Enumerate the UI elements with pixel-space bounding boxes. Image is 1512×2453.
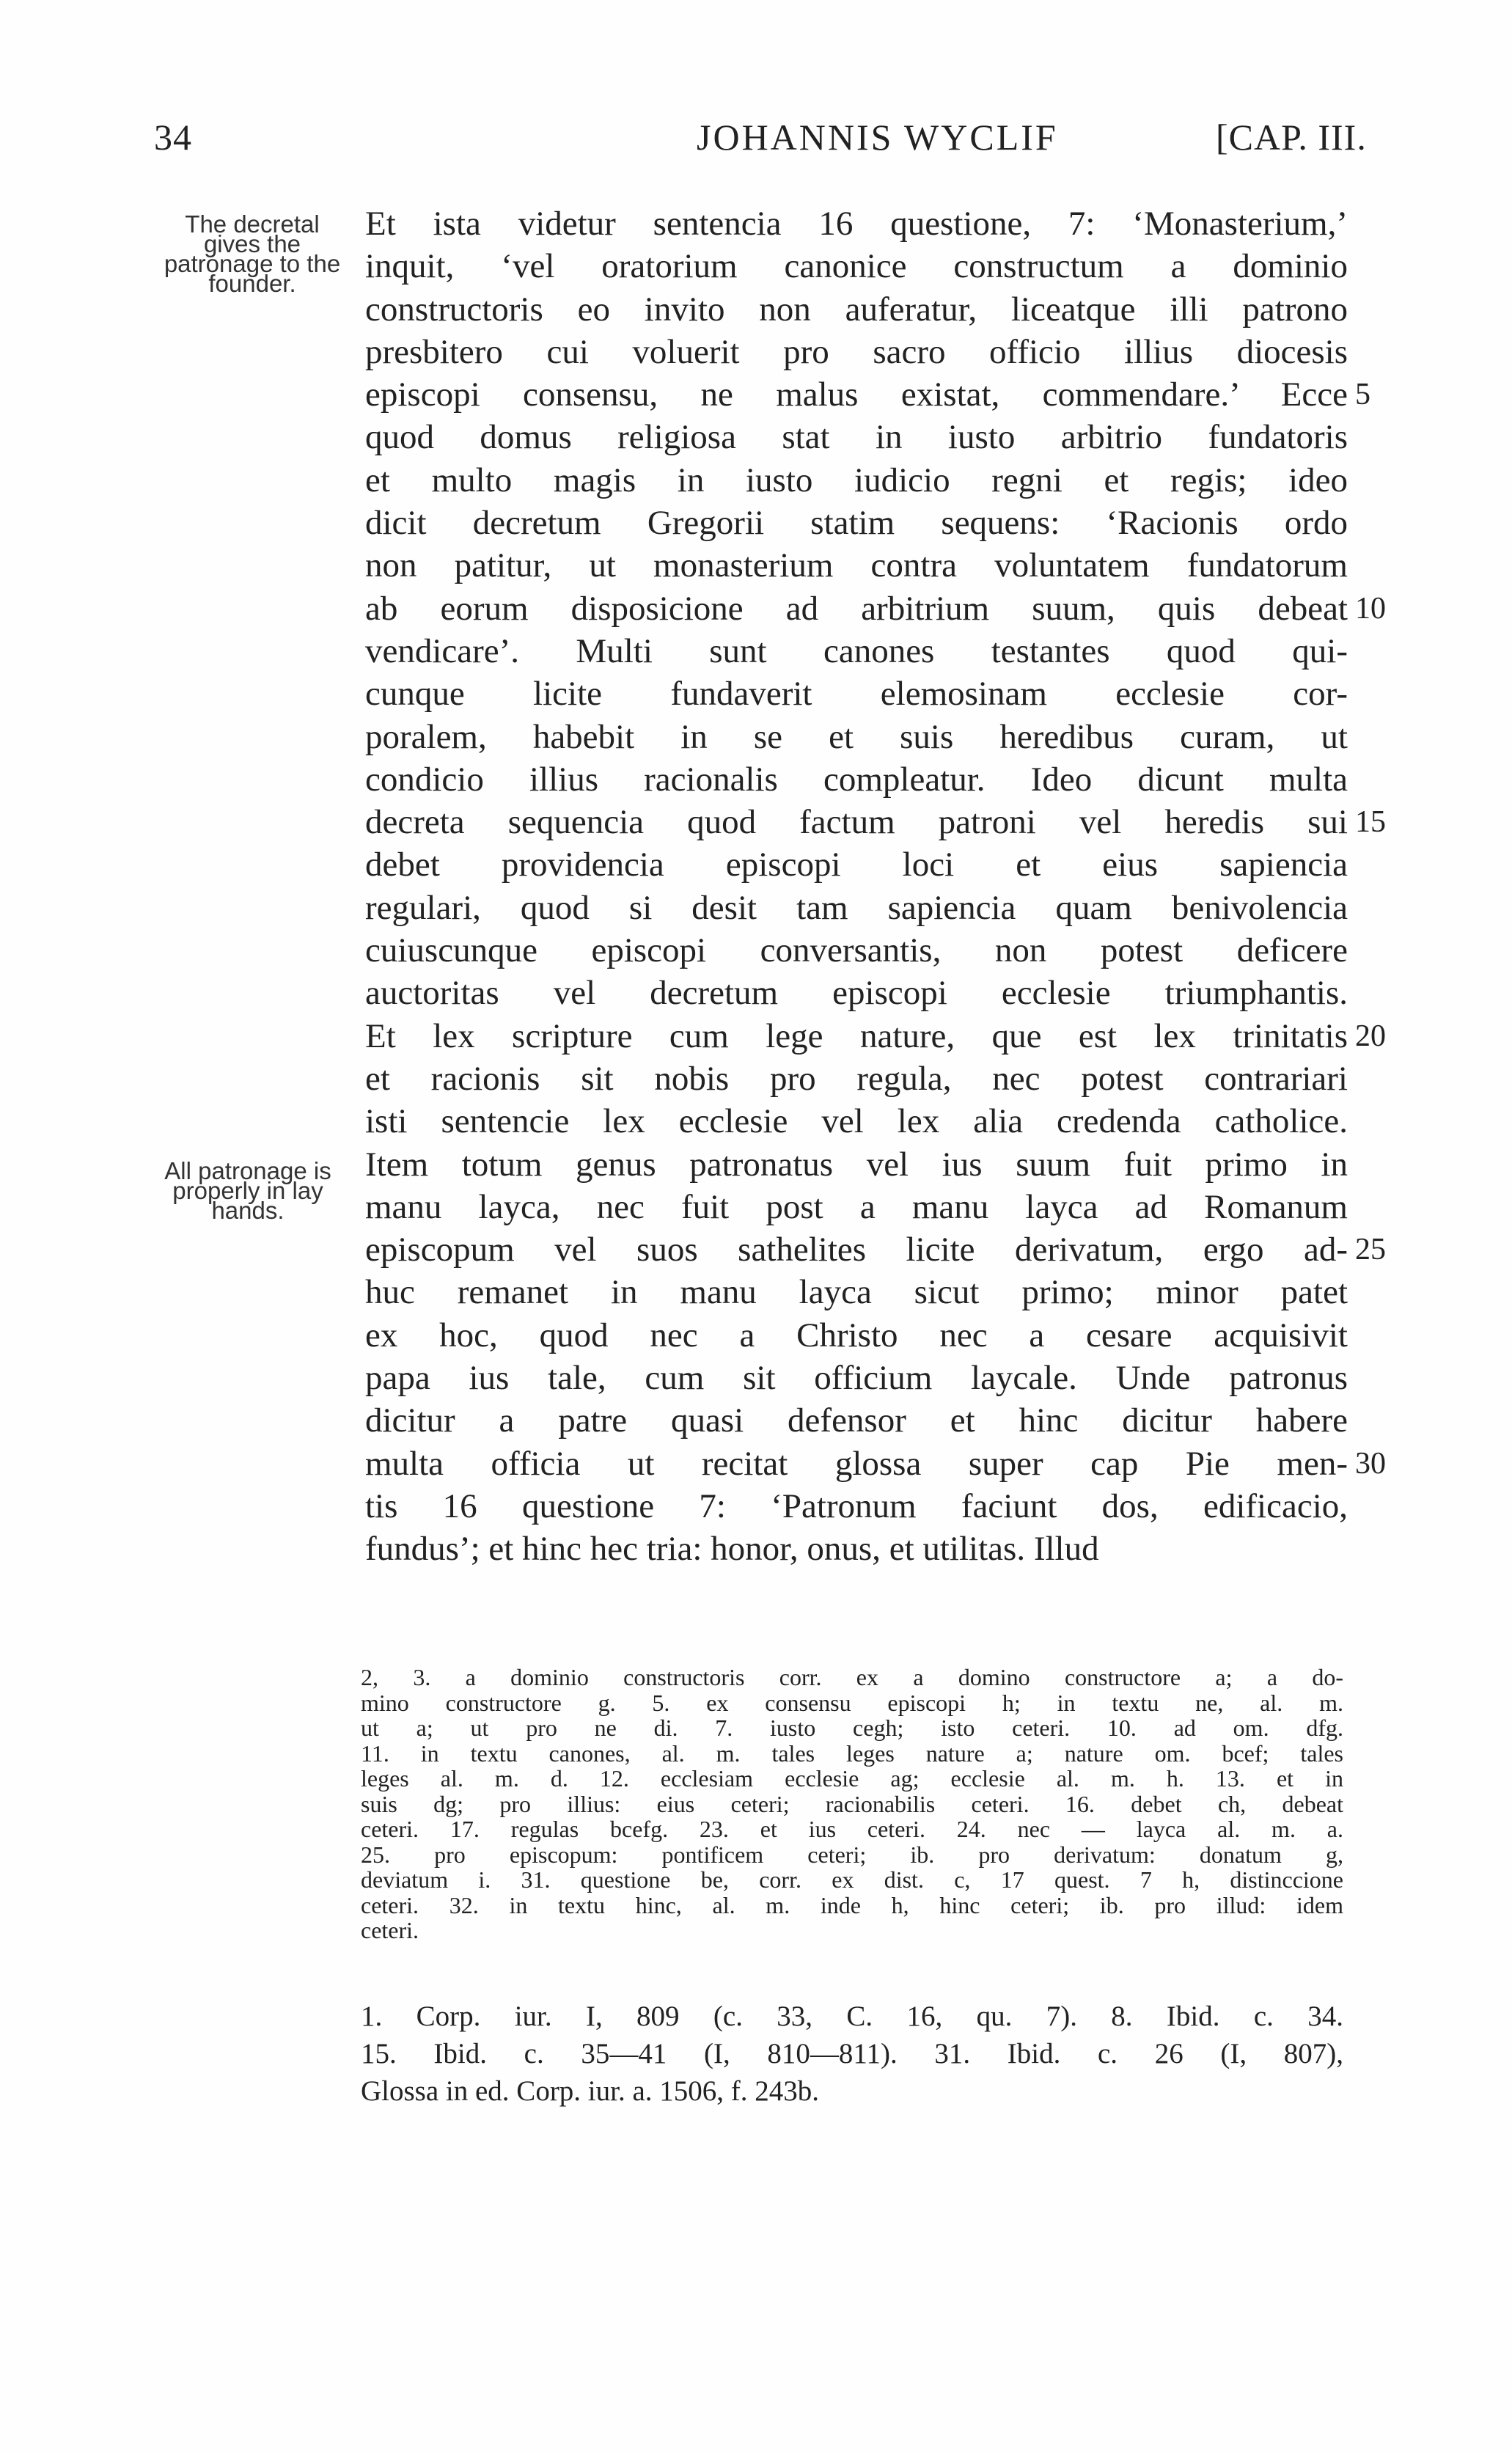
text-line: et racionis sit nobis pro regula, nec potest contrariari bbox=[365, 1059, 1348, 1098]
critical-apparatus bbox=[361, 1665, 1343, 1943]
line-number: 5 bbox=[1355, 378, 1370, 412]
text-line: cunque licite fundaverit elemosinam ecclesie cor- bbox=[365, 675, 1348, 714]
text-line: huc remanet in manu layca sicut primo; minor patet bbox=[365, 1273, 1348, 1312]
apparatus-line: ceteri. 17. regulas bcefg. 23. et ius ceteri. 24. nec — layca al. m. a. bbox=[361, 1816, 1343, 1842]
apparatus-line: 2, 3. a dominio constructoris corr. ex a domino constructore a; a do- bbox=[361, 1664, 1343, 1690]
apparatus-line: ut a; ut pro ne di. 7. iusto cegh; isto ceteri. 10. ad om. dfg. bbox=[361, 1715, 1343, 1741]
text-line: quod domus religiosa stat in iusto arbitrio fundatoris bbox=[365, 418, 1348, 457]
text-line: presbitero cui voluerit pro sacro officio illius diocesis bbox=[365, 332, 1348, 371]
text-line: tis 16 questione 7: ‘Patronum faciunt dos, edificacio, bbox=[365, 1486, 1348, 1525]
apparatus-line: leges al. m. d. 12. ecclesiam ecclesie ag; ecclesie al. m. h. 13. et in bbox=[361, 1765, 1343, 1792]
line-number: 30 bbox=[1355, 1446, 1386, 1481]
text-line: ab eorum disposicione ad arbitrium suum, quis debeat bbox=[365, 589, 1348, 628]
text-line: debet providencia episcopi loci et eius sapiencia bbox=[365, 846, 1348, 884]
text-line: Et ista videtur sentencia 16 questione, 7: ‘Monasterium,’ bbox=[365, 205, 1348, 243]
text-line-wrap bbox=[365, 373, 1370, 416]
text-line: ex hoc, quod nec a Christo nec a cesare acquisivit bbox=[365, 1316, 1348, 1354]
apparatus-line: 11. in textu canones, al. m. tales leges nature a; nature om. bcef; tales bbox=[361, 1739, 1343, 1767]
line-number: 10 bbox=[1355, 591, 1386, 626]
line-number: 15 bbox=[1355, 805, 1386, 840]
text-line: dicitur a patre quasi defensor et hinc dicitur habere bbox=[365, 1401, 1348, 1440]
apparatus-line: 25. pro episcopum: pontificem ceteri; ib. pro derivatum: donatum g, bbox=[361, 1841, 1343, 1868]
text-line: cuiuscunque episcopi conversantis, non potest deficere bbox=[365, 931, 1348, 970]
page-number: 34 bbox=[154, 117, 192, 158]
text-line: inquit, ‘vel oratorium canonice constructum a dominio bbox=[365, 247, 1348, 286]
apparatus-line: ceteri. 32. in textu hinc, al. m. inde h, hinc ceteri; ib. pro illud: idem bbox=[361, 1891, 1343, 1918]
text-line: auctoritas vel decretum episcopi ecclesie triumphantis. bbox=[365, 974, 1348, 1013]
text-line: papa ius tale, cum sit officium laycale. Unde patronus bbox=[365, 1359, 1348, 1398]
chapter-label: [CAP. III. bbox=[1216, 117, 1367, 158]
sidenote-patronage: All patronage is properly in lay hands. bbox=[164, 1157, 331, 1224]
text-line: decreta sequencia quod factum patroni vel heredis sui bbox=[365, 803, 1348, 842]
source-references bbox=[361, 1998, 1343, 2110]
text-line: condicio illius racionalis compleatur. Ideo dicunt multa bbox=[365, 760, 1348, 799]
text-line: poralem, habebit in se et suis heredibus curam, ut bbox=[365, 717, 1348, 756]
text-line-wrap bbox=[365, 801, 1386, 843]
reference-line: Glossa in ed. Corp. iur. a. 1506, f. 243b. bbox=[361, 2075, 820, 2107]
text-line: Et lex scripture cum lege nature, que est lex trinitatis bbox=[365, 1016, 1348, 1055]
text-line: multa officia ut recitat glossa super cap Pie men- bbox=[365, 1444, 1348, 1483]
text-line: vendicare’. Multi sunt canones testantes quod qui- bbox=[365, 631, 1348, 670]
running-title: JOHANNIS WYCLIF bbox=[697, 117, 1058, 158]
line-number: 20 bbox=[1355, 1019, 1386, 1053]
line-number: 25 bbox=[1355, 1233, 1386, 1267]
text-line-wrap bbox=[365, 587, 1386, 630]
reference-line: 1. Corp. iur. I, 809 (c. 33, C. 16, qu. 7). 8. Ibid. c. 34. bbox=[361, 2001, 1343, 2032]
text-line: regulari, quod si desit tam sapiencia quam benivolencia bbox=[365, 888, 1348, 927]
text-line: isti sentencie lex ecclesie vel lex alia credenda catholice. bbox=[365, 1102, 1348, 1141]
main-text bbox=[365, 202, 1386, 1571]
text-line: fundus’; et hinc hec tria: honor, onus, et utilitas. Illud bbox=[365, 1530, 1099, 1569]
apparatus-line: deviatum i. 31. questione be, corr. ex dist. c, 17 quest. 7 h, distinccione bbox=[361, 1866, 1343, 1893]
text-line: non patitur, ut monasterium contra voluntatem fundatorum bbox=[365, 546, 1348, 585]
text-line: manu layca, nec fuit post a manu layca ad Romanum bbox=[365, 1187, 1348, 1226]
text-line-wrap bbox=[365, 1228, 1386, 1271]
text-line: et multo magis in iusto iudicio regni et regis; ideo bbox=[365, 461, 1348, 499]
reference-line: 15. Ibid. c. 35—41 (I, 810—811). 31. Ibid. c. 26 (I, 807), bbox=[361, 2038, 1343, 2069]
apparatus-line: mino constructore g. 5. ex consensu episcopi h; in textu ne, al. m. bbox=[361, 1689, 1343, 1716]
text-line: episcopum vel suos sathelites licite derivatum, ergo ad- bbox=[365, 1231, 1348, 1269]
text-line-wrap bbox=[365, 1442, 1386, 1485]
text-line: Item totum genus patronatus vel ius suum fuit primo in bbox=[365, 1145, 1348, 1184]
text-line: episcopi consensu, ne malus existat, commendare.’ Ecce bbox=[365, 375, 1348, 414]
apparatus-line: suis dg; pro illius: eius ceteri; racionabilis ceteri. 16. debet ch, debeat bbox=[361, 1790, 1343, 1817]
text-line: dicit decretum Gregorii statim sequens: ‘Racionis ordo bbox=[365, 504, 1348, 543]
text-line: constructoris eo invito non auferatur, liceatque illi patrono bbox=[365, 290, 1348, 329]
text-line-wrap bbox=[365, 1015, 1386, 1057]
sidenote-decretal: The decretal gives the patronage to the founder. bbox=[164, 210, 341, 297]
apparatus-line: ceteri. bbox=[361, 1917, 419, 1943]
